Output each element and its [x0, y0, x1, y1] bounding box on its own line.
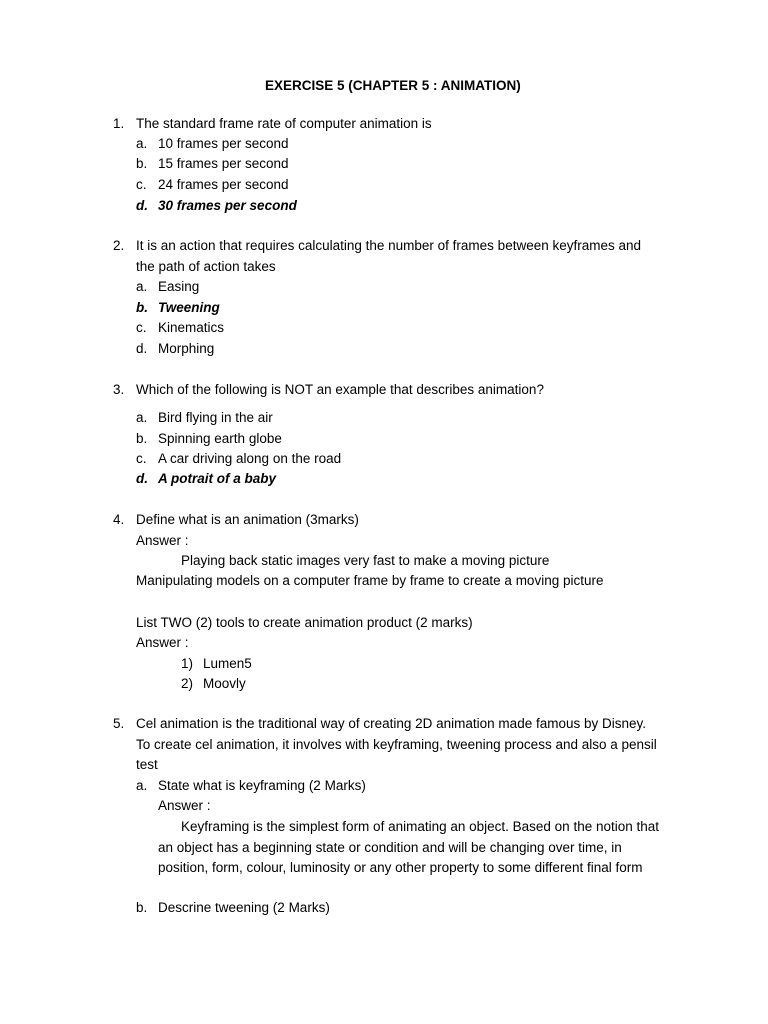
q3-number: 3.	[113, 382, 125, 397]
q4-answer-line2: Manipulating models on a computer frame by frame to create a moving picture	[136, 573, 604, 588]
q4-tool-2: Moovly	[203, 676, 246, 691]
q3-option-a-letter: a.	[136, 410, 148, 425]
q3-option-b: Spinning earth globe	[158, 431, 282, 446]
q1-option-c-letter: c.	[136, 177, 147, 192]
q1-option-b: 15 frames per second	[158, 156, 289, 171]
q2-number: 2.	[113, 238, 125, 253]
q1-option-b-letter: b.	[136, 156, 148, 171]
q3-text: Which of the following is NOT an example that describes animation?	[136, 382, 544, 397]
q2-option-a-letter: a.	[136, 279, 148, 294]
q5-text-line1: Cel animation is the traditional way of creating 2D animation made famous by Disney.	[136, 716, 647, 731]
q1-text: The standard frame rate of computer animation is	[136, 116, 432, 131]
q5a-answer-label: Answer :	[158, 798, 211, 813]
q5a-answer-line2: an object has a beginning state or condition and will be changing over time, in	[158, 840, 622, 855]
q5-text-line3: test	[136, 757, 158, 772]
q5b-letter: b.	[136, 900, 148, 915]
q4-answer-label: Answer :	[136, 533, 189, 548]
q2-text-line2: the path of action takes	[136, 259, 276, 274]
q5b-text: Descrine tweening (2 Marks)	[158, 900, 330, 915]
q2-text-line1: It is an action that requires calculating the number of frames between keyframes and	[136, 238, 642, 253]
q2-option-d-letter: d.	[136, 341, 148, 356]
q2-option-b-letter: b.	[136, 300, 148, 315]
q4-text: Define what is an animation (3marks)	[136, 512, 359, 527]
q1-option-d-letter: d.	[136, 198, 148, 213]
q1-option-a-letter: a.	[136, 136, 148, 151]
q4-sub-question: List TWO (2) tools to create animation product (2 marks)	[136, 615, 473, 630]
q4-tool-2-number: 2)	[181, 676, 194, 691]
q3-option-c-letter: c.	[136, 451, 147, 466]
q5a-answer-line1: Keyframing is the simplest form of animating an object. Based on the notion that	[181, 819, 660, 834]
page-title: EXERCISE 5 (CHAPTER 5 : ANIMATION)	[265, 78, 521, 93]
q4-sub-answer-label: Answer :	[136, 635, 189, 650]
q4-tool-1: Lumen5	[203, 656, 252, 671]
q5-number: 5.	[113, 716, 125, 731]
q2-option-c: Kinematics	[158, 320, 225, 335]
q4-number: 4.	[113, 512, 125, 527]
q3-option-d-letter: d.	[136, 471, 148, 486]
q4-tool-1-number: 1)	[181, 656, 194, 671]
q2-option-c-letter: c.	[136, 320, 147, 335]
q5a-text: State what is keyframing (2 Marks)	[158, 778, 366, 793]
q3-option-b-letter: b.	[136, 431, 148, 446]
q4-answer-line1: Playing back static images very fast to make a moving picture	[181, 553, 550, 568]
q2-option-d: Morphing	[158, 341, 215, 356]
q3-option-a: Bird flying in the air	[158, 410, 273, 425]
q2-option-a: Easing	[158, 279, 200, 294]
q5-text-line2: To create cel animation, it involves with keyframing, tweening process and also a pensil	[136, 737, 657, 752]
q3-option-d-answer: A potrait of a baby	[158, 471, 277, 486]
q5a-answer-line3: position, form, colour, luminosity or any other property to some different final form	[158, 860, 643, 875]
q1-option-d-answer: 30 frames per second	[158, 198, 297, 213]
q5a-letter: a.	[136, 778, 148, 793]
q1-option-a: 10 frames per second	[158, 136, 289, 151]
q1-option-c: 24 frames per second	[158, 177, 289, 192]
q3-option-c: A car driving along on the road	[158, 451, 342, 466]
q2-option-b-answer: Tweening	[158, 300, 220, 315]
q1-number: 1.	[113, 116, 125, 131]
